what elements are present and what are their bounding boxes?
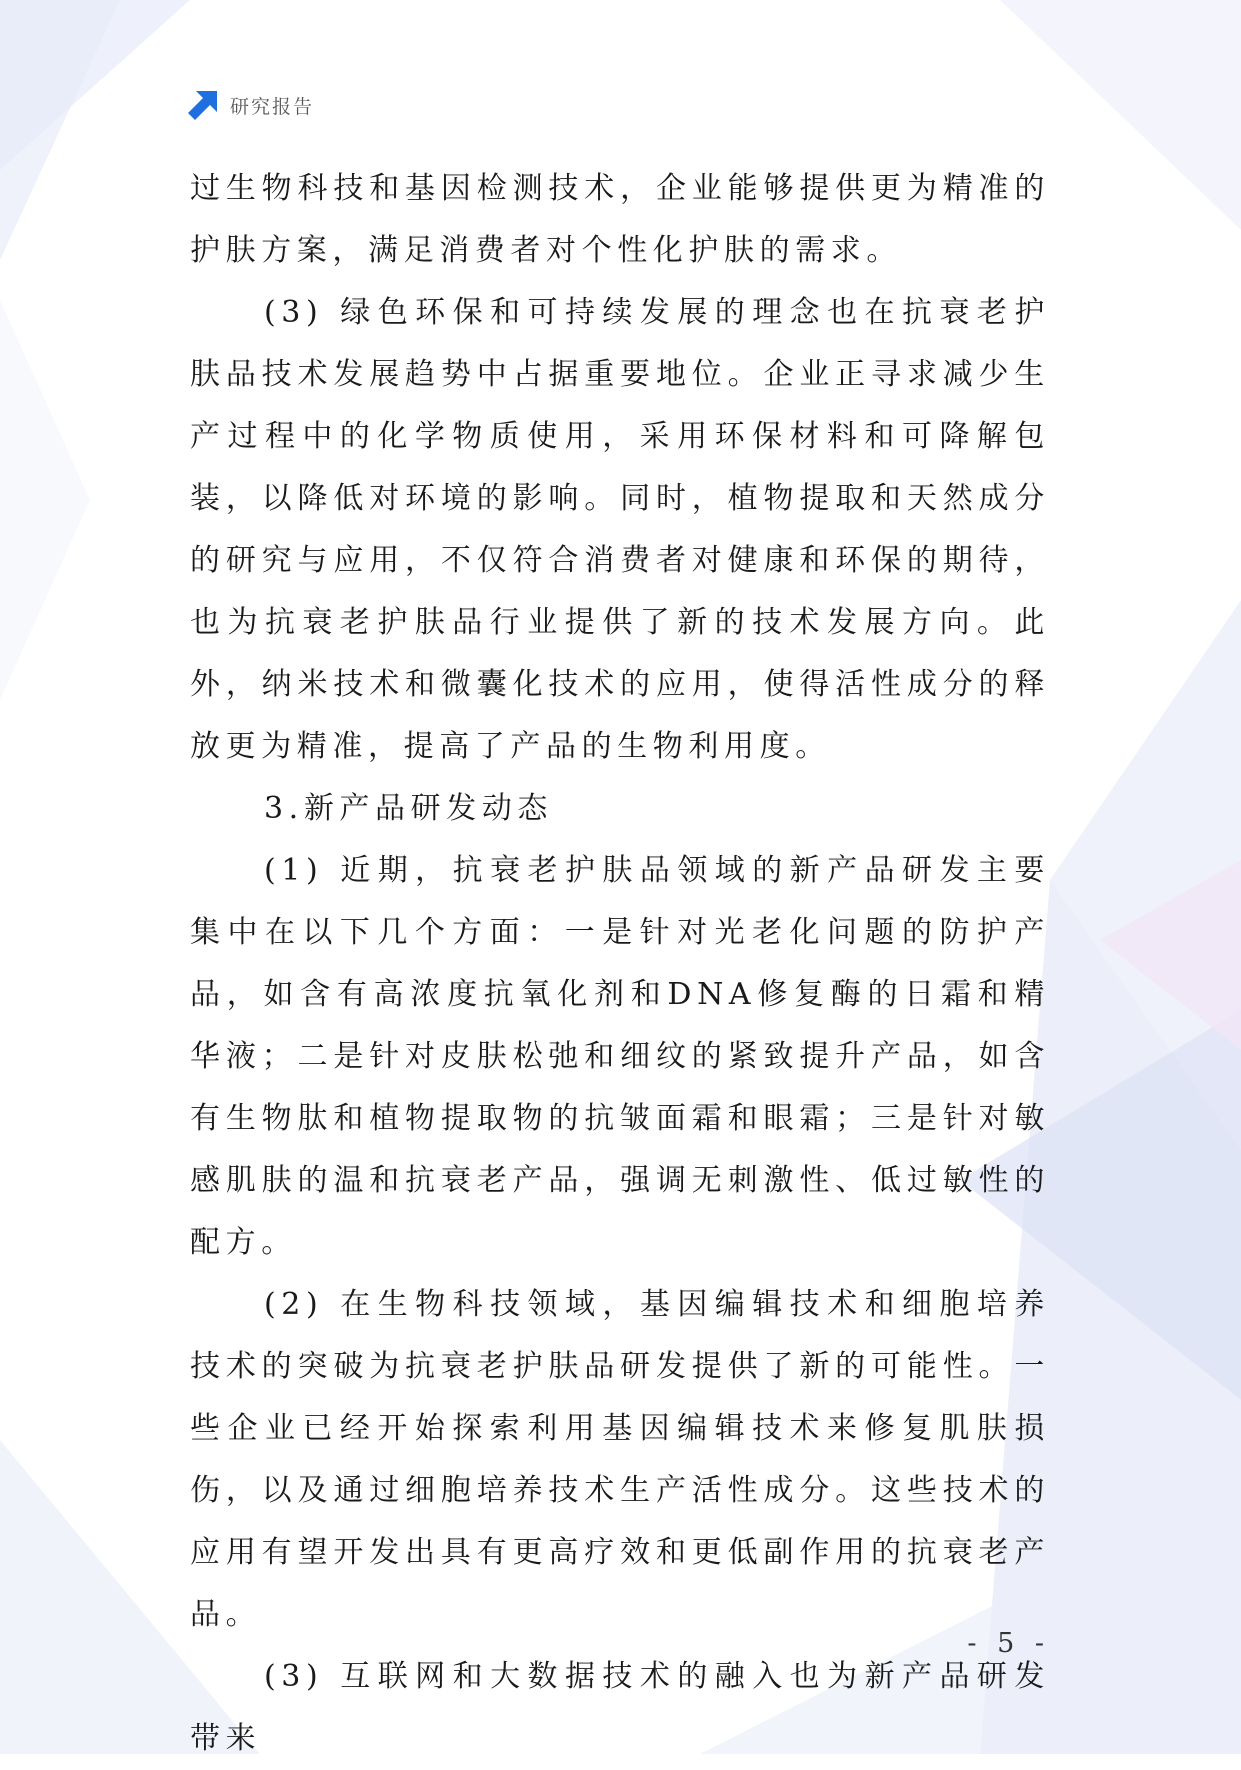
report-header [186,88,314,122]
paragraph-biotech: (2) 在生物科技领域，基因编辑技术和细胞培养技术的突破为抗衰老护肤品研发提供了新的可能性。一些企业已经开始探索利用基因编辑技术来修复肌肤损伤，以及通过细胞培养技术生产活性成分。这些技术的应用有望开发出具有更高疗效和更低副作用的抗衰老产品。 [190,1287,1050,1632]
paragraph-internet-big-data: (3) 互联网和大数据技术的融入也为新产品研发带来 [190,1659,1050,1756]
paragraph-continuation: 过生物科技和基因检测技术，企业能够提供更为精准的护肤方案，满足消费者对个性化护肤的需求。 [190,171,1050,268]
paragraph-green-technology: (3) 绿色环保和可持续发展的理念也在抗衰老护肤品技术发展趋势中占据重要地位。企业正寻求减少生产过程中的化学物质使用，采用环保材料和可降解包装，以降低对环境的影响。同时，植物提取和天然成分的研究与应用，不仅符合消费者对健康和环保的期待，也为抗衰老护肤品行业提供了新的技术发展方向。此外，纳米技术和微囊化技术的应用，使得活性成分的释放更为精准，提高了产品的生物利用度。 [190,295,1050,764]
arrow-up-right-icon [186,88,220,122]
document-body [190,158,1050,1770]
page-number: - 5 - [967,1628,1050,1659]
paragraph-new-products: (1) 近期，抗衰老护肤品领域的新产品研发主要集中在以下几个方面：一是针对光老化问题的防护产品，如含有高浓度抗氧化剂和DNA修复酶的日霜和精华液；二是针对皮肤松弛和细纹的紧致提升产品，如含有生物肽和植物提取物的抗皱面霜和眼霜；三是针对敏感肌肤的温和抗衰老产品，强调无刺激性、低过敏性的配方。 [190,853,1050,1260]
section-heading: 3.新产品研发动态 [264,791,554,826]
header-title: 研究报告 [230,95,315,118]
